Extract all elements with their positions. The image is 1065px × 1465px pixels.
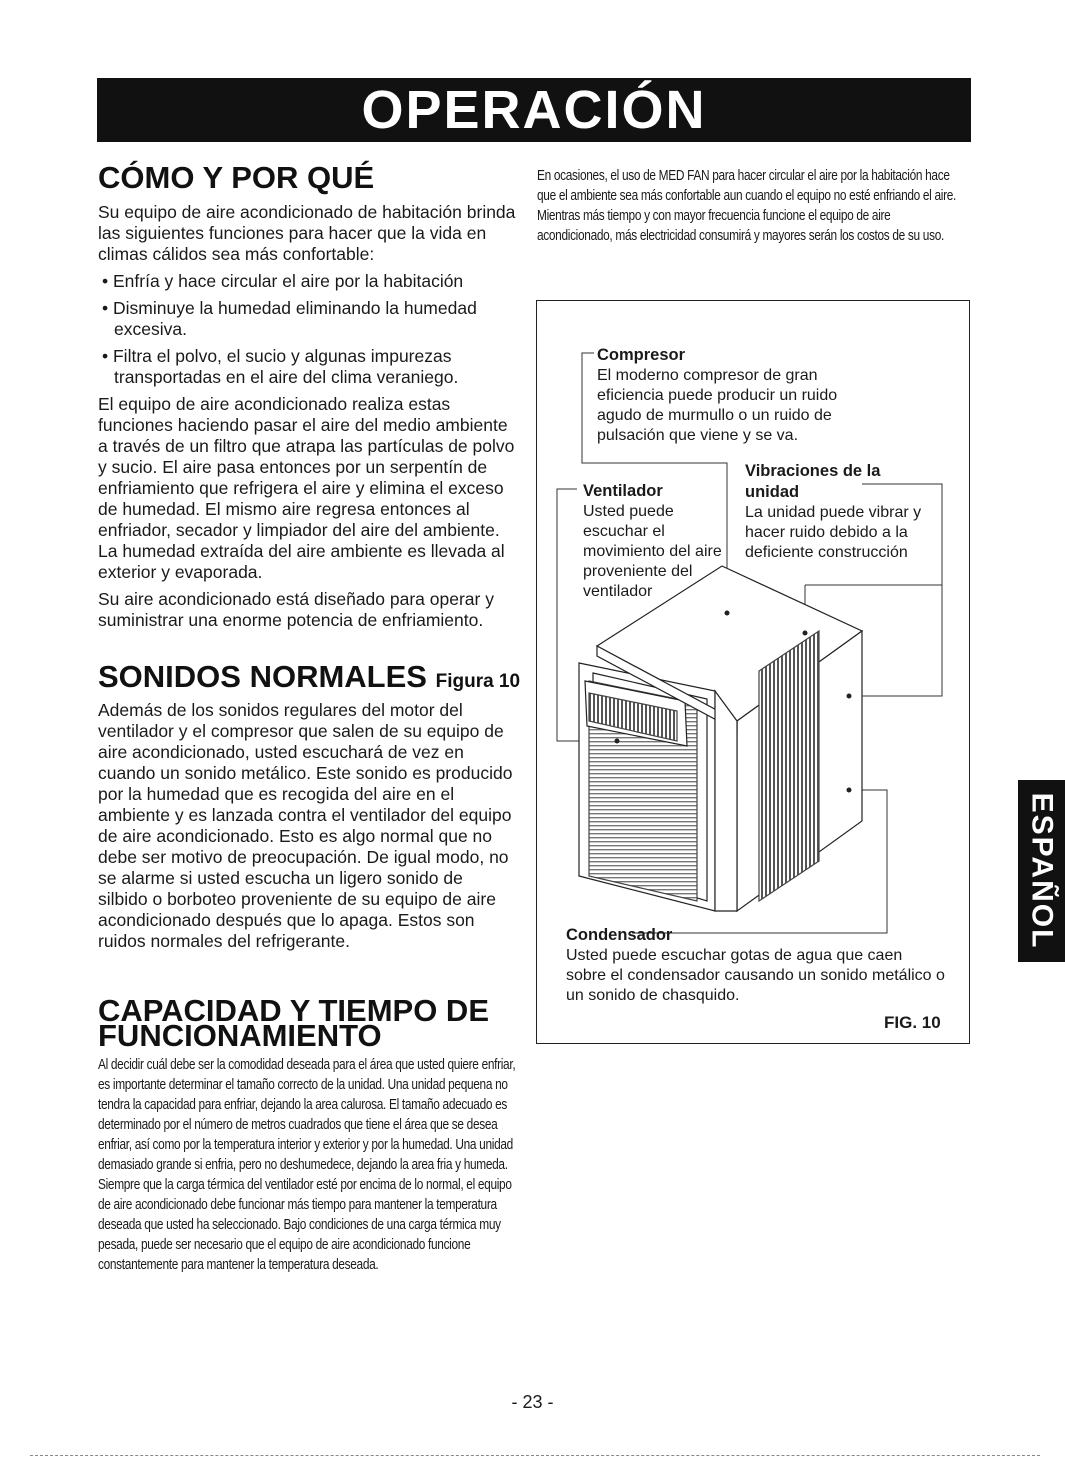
condensador-callout	[566, 925, 946, 1006]
figure-label: FIG. 10	[884, 1013, 941, 1032]
bottom-divider	[30, 1455, 1040, 1456]
vibraciones-title-2: unidad	[745, 483, 800, 501]
vibraciones-title-1: Vibraciones de la	[745, 462, 881, 480]
como-bullet-1: • Enfría y hace circular el aire por la habitación	[102, 271, 464, 291]
vibraciones-text: La unidad puede vibrar y hacer ruido debido a la deficiente construcción	[745, 504, 922, 561]
sonidos-title: SONIDOS NORMALES	[98, 659, 427, 694]
compresor-text: El moderno compresor de gran eficiencia puede producir un ruido agudo de murmullo o un ruido de pulsación que viene y se va.	[597, 367, 838, 444]
med-fan-section	[537, 166, 965, 246]
capacidad-section	[98, 1055, 516, 1275]
capacidad-paragraph: Al decidir cuál debe ser la comodidad deseada para el área que usted quiere enfriar, es importante determinar el tamaño correcto de la unidad. Una unidad pequena no tendra la capacidad para enfriar, dejando la area calurosa. El tamaño adecuado es determinado por el número de metros cuadrados que tiene el área que se desea enfriar, así como por la temperatura interior y exterior y por la humedad. Una unidad demasiado grande si enfria, pero no deshumedece, dejando la area fria y humeda. Siempre que la carga térmica del ventilador esté por encima de lo normal, el equipo de aire acondicionado debe funcionar más tiempo para mantener la temperatura deseada que usted ha seleccionado. Bajo condiciones de una carga térmica muy pesada, puede ser necesario que el equipo de aire acondicionado funcione constantemente para mantener la temperatura deseada.	[98, 1057, 516, 1273]
condensador-text: Usted puede escuchar gotas de agua que caen sobre el condensador causando un sonido metálico o un sonido de chasquido.	[566, 947, 945, 1004]
page-title: OPERACIÓN	[361, 80, 707, 140]
language-side-tab	[1018, 780, 1065, 962]
ventilador-callout	[583, 481, 723, 602]
capacidad-heading	[98, 993, 489, 1053]
page-title-banner	[97, 78, 971, 142]
capacidad-title-line2: FUNCIONAMIENTO	[98, 1018, 382, 1053]
como-paragraph-2: Su aire acondicionado está diseñado para operar y suministrar una enorme potencia de enfriamiento.	[98, 589, 494, 630]
med-fan-paragraph: En ocasiones, el uso de MED FAN para hacer circular el aire por la habitación hace que el ambiente sea más confortable aun cuando el equipo no esté enfriando el aire. Mientras más tiempo y con mayor frecuencia funcione el equipo de aire acondicionado, más electricidad consumirá y mayores serán los costos de su uso.	[537, 168, 956, 244]
como-intro: Su equipo de aire acondicionado de habitación brinda las siguientes funciones para hacer que la vida en climas cálidos sea más confortable:	[98, 202, 516, 264]
sonidos-fig-ref: Figura 10	[435, 671, 521, 692]
page-number: - 23 -	[511, 1392, 554, 1412]
como-bullet-3: • Filtra el polvo, el sucio y algunas impurezas transportadas en el aire del clima veraniego.	[102, 346, 459, 387]
sonidos-section	[98, 700, 516, 958]
como-bullet-2: • Disminuye la humedad eliminando la humedad excesiva.	[102, 298, 477, 339]
sonidos-paragraph: Además de los sonidos regulares del motor del ventilador y el compresor que salen de su equipo de aire acondicionado, usted escuchará de vez en cuando un sonido metálico. Este sonido es producido por la humedad que es recogida del aire en el ambiente y es lanzada contra el ventilador del equipo de aire acondicionado. Esto es algo normal que no debe ser motivo de preocupación. De igual modo, no se alarme si usted escucha un ligero sonido de silbido o borboteo proveniente de su equipo de aire acondicionado después que lo apaga. Estos son ruidos normales del refrigerante.	[98, 700, 513, 951]
compresor-callout	[597, 345, 877, 446]
como-heading: CÓMO Y POR QUÉ	[98, 160, 375, 195]
compresor-title: Compresor	[597, 346, 686, 364]
ventilador-title: Ventilador	[583, 482, 663, 500]
vibraciones-callout	[745, 461, 945, 563]
capacidad-title-line1: CAPACIDAD Y TIEMPO DE	[98, 993, 489, 1028]
como-paragraph-1: El equipo de aire acondicionado realiza estas funciones haciendo pasar el aire del medio ambiente a través de un filtro que atrapa las partículas de polvo y sucio. El aire pasa entonces por un serpentín de enfriamiento que refrigera el aire y elimina el exceso de humedad. El mismo aire regresa entonces al enfriador, secador y limpiador del aire del ambiente. La humedad extraída del aire ambiente es llevada al exterior y evaporada.	[98, 394, 515, 582]
language-label: ESPAÑOL	[1025, 792, 1059, 950]
sonidos-heading	[98, 660, 520, 699]
condensador-title: Condensador	[566, 926, 673, 944]
ventilador-text: Usted puede escuchar el movimiento del aire proveniente del ventilador	[583, 503, 722, 600]
como-section	[98, 202, 516, 637]
